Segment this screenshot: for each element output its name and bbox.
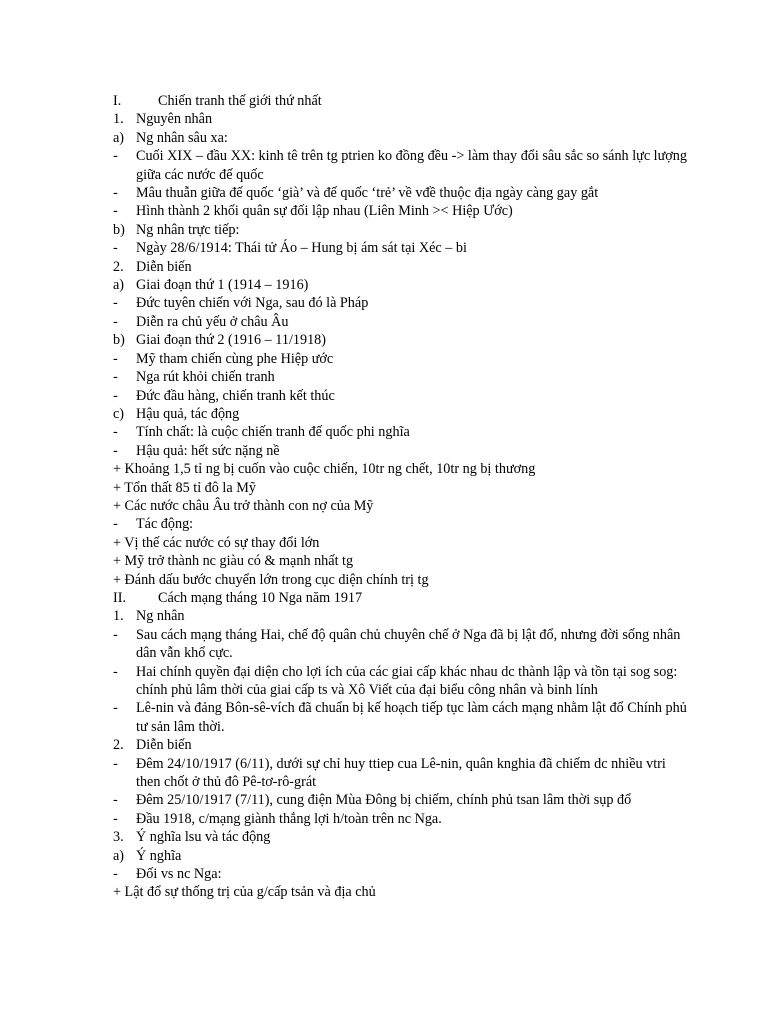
document-body bbox=[113, 92, 693, 902]
line-text: + Tổn thất 85 tỉ đô la Mỹ bbox=[113, 479, 256, 496]
list-marker: - bbox=[113, 626, 118, 643]
list-marker: a) bbox=[113, 277, 125, 294]
document-line bbox=[113, 755, 693, 792]
list-marker: 1. bbox=[113, 608, 124, 625]
document-line bbox=[113, 847, 693, 865]
line-text: Hậu quả, tác động bbox=[136, 405, 240, 422]
list-marker: b) bbox=[113, 332, 125, 349]
document-line bbox=[113, 331, 693, 349]
document-line bbox=[113, 184, 693, 202]
line-text: Ng nhân trực tiếp: bbox=[136, 221, 240, 238]
list-marker: - bbox=[113, 295, 118, 312]
line-text: Đêm 24/10/1917 (6/11), dưới sự chỉ huy ttiep cua Lê-nin, quân knghia đã chiếm dc nhiều vtri then chốt ở thủ đô Pê-tơ-rô-grát bbox=[136, 755, 666, 791]
list-marker: 2. bbox=[113, 258, 124, 275]
line-text: Mỹ tham chiến cùng phe Hiệp ước bbox=[136, 350, 334, 367]
line-text: Ngày 28/6/1914: Thái tử Áo – Hung bị ám sát tại Xéc – bi bbox=[136, 240, 467, 257]
line-text: Tác động: bbox=[136, 516, 194, 533]
list-marker: - bbox=[113, 387, 118, 404]
line-text: Đức đầu hàng, chiến tranh kết thúc bbox=[136, 387, 335, 404]
document-line bbox=[113, 442, 693, 460]
line-text: Đức tuyên chiến với Nga, sau đó là Pháp bbox=[136, 295, 369, 312]
document-line bbox=[113, 607, 693, 625]
document-line bbox=[113, 810, 693, 828]
document-line bbox=[113, 387, 693, 405]
list-marker: - bbox=[113, 369, 118, 386]
document-line bbox=[113, 368, 693, 386]
document-line bbox=[113, 552, 693, 570]
document-line bbox=[113, 294, 693, 312]
line-text: + Các nước châu Âu trở thành con nợ của Mỹ bbox=[113, 497, 374, 514]
document-line bbox=[113, 589, 693, 607]
document-line bbox=[113, 276, 693, 294]
line-text: Giai đoạn thứ 1 (1914 – 1916) bbox=[136, 277, 309, 294]
list-marker: - bbox=[113, 185, 118, 202]
list-marker: - bbox=[113, 148, 118, 165]
list-marker: a) bbox=[113, 129, 125, 146]
line-text: Ý nghĩa lsu và tác động bbox=[136, 829, 271, 846]
list-marker: - bbox=[113, 810, 118, 827]
document-line bbox=[113, 497, 693, 515]
line-text: Hậu quả: hết sức nặng nề bbox=[136, 442, 280, 459]
list-marker: - bbox=[113, 442, 118, 459]
list-marker: - bbox=[113, 663, 118, 680]
list-marker: c) bbox=[113, 405, 125, 422]
line-text: Đối vs nc Nga: bbox=[136, 866, 222, 883]
line-text: + Mỹ trở thành nc giàu có & mạnh nhất tg bbox=[113, 553, 354, 570]
list-marker: - bbox=[113, 424, 118, 441]
document-line bbox=[113, 350, 693, 368]
document-line bbox=[113, 626, 693, 663]
line-text: Đêm 25/10/1917 (7/11), cung điện Mùa Đông bị chiếm, chính phủ tsan lâm thời sụp đổ bbox=[136, 792, 632, 809]
list-marker: 1. bbox=[113, 111, 124, 128]
document-line bbox=[113, 663, 693, 700]
line-text: + Khoảng 1,5 tỉ ng bị cuốn vào cuộc chiến, 10tr ng chết, 10tr ng bị thương bbox=[113, 461, 536, 478]
document-line bbox=[113, 699, 693, 736]
document-line bbox=[113, 865, 693, 883]
line-text: Đầu 1918, c/mạng giành thắng lợi h/toàn trên nc Nga. bbox=[136, 810, 442, 827]
line-text: Diễn biến bbox=[136, 737, 192, 754]
document-line bbox=[113, 147, 693, 184]
line-text: Cuối XIX – đầu XX: kinh tê trên tg ptrien ko đồng đều -> làm thay đổi sâu sắc so sánh lực lượng giữa các nước đế quốc bbox=[136, 148, 687, 183]
document-line bbox=[113, 423, 693, 441]
document-line bbox=[113, 828, 693, 846]
line-text: Diễn biến bbox=[136, 258, 192, 275]
list-marker: - bbox=[113, 313, 118, 330]
document-line bbox=[113, 92, 693, 110]
document-line bbox=[113, 129, 693, 147]
line-text: Giai đoạn thứ 2 (1916 – 11/1918) bbox=[136, 332, 326, 349]
list-marker: - bbox=[113, 240, 118, 257]
document-line bbox=[113, 110, 693, 128]
line-text: Ng nhân sâu xa: bbox=[136, 129, 228, 146]
document-line bbox=[113, 313, 693, 331]
line-text: Hình thành 2 khối quân sự đối lập nhau (Liên Minh >< Hiệp Ước) bbox=[136, 203, 513, 220]
document-line bbox=[113, 791, 693, 809]
document-line bbox=[113, 515, 693, 533]
list-marker: II. bbox=[113, 589, 126, 606]
document-line bbox=[113, 571, 693, 589]
line-text: Mâu thuẫn giữa đế quốc ‘già’ và đế quốc ‘trẻ’ về vđề thuộc địa ngày càng gay gắt bbox=[136, 185, 599, 202]
document-line bbox=[113, 534, 693, 552]
list-marker: - bbox=[113, 866, 118, 883]
document-line bbox=[113, 202, 693, 220]
list-marker: - bbox=[113, 350, 118, 367]
line-text: + Vị thế các nước có sự thay đổi lớn bbox=[113, 534, 320, 551]
document-line bbox=[113, 736, 693, 754]
list-marker: 2. bbox=[113, 737, 124, 754]
list-marker: 3. bbox=[113, 829, 124, 846]
document-line bbox=[113, 405, 693, 423]
list-marker: b) bbox=[113, 221, 125, 238]
document-line bbox=[113, 221, 693, 239]
list-marker: - bbox=[113, 700, 118, 717]
document-line bbox=[113, 258, 693, 276]
list-marker: - bbox=[113, 203, 118, 220]
line-text: Lê-nin và đảng Bôn-sê-vích đã chuẩn bị kế hoạch tiếp tục làm cách mạng nhằm lật đổ Chính phủ tư sản lâm thời. bbox=[136, 700, 687, 735]
line-text: Tính chất: là cuộc chiến tranh đế quốc phi nghĩa bbox=[136, 424, 410, 441]
line-text: Diễn ra chủ yếu ở châu Âu bbox=[136, 313, 289, 330]
line-text: Sau cách mạng tháng Hai, chế độ quân chủ chuyên chế ở Nga đã bị lật đổ, nhưng đời sống nhân dân vẫn khổ cực. bbox=[136, 626, 681, 662]
line-text: Cách mạng tháng 10 Nga năm 1917 bbox=[158, 589, 363, 606]
line-text: Chiến tranh thế giới thứ nhất bbox=[158, 93, 322, 109]
line-text: Ng nhân bbox=[136, 608, 185, 625]
document-line bbox=[113, 460, 693, 478]
list-marker: a) bbox=[113, 847, 125, 864]
document-line bbox=[113, 883, 693, 901]
line-text: Ý nghĩa bbox=[136, 847, 182, 864]
line-text: Nguyên nhân bbox=[136, 111, 213, 128]
line-text: Hai chính quyền đại diện cho lợi ích của các giai cấp khác nhau dc thành lập và tồn tại sog sog: chính phủ lâm thời của giai cấp ts và Xô Viết của đại biểu công nhân và binh lính bbox=[136, 663, 678, 698]
line-text: Nga rút khỏi chiến tranh bbox=[136, 369, 275, 386]
list-marker: - bbox=[113, 792, 118, 809]
list-marker: - bbox=[113, 755, 118, 772]
document-line bbox=[113, 479, 693, 497]
list-marker: - bbox=[113, 516, 118, 533]
list-marker: I. bbox=[113, 93, 122, 109]
line-text: + Lật đổ sự thống trị của g/cấp tsản và địa chủ bbox=[113, 884, 376, 901]
line-text: + Đánh dấu bước chuyển lớn trong cục diện chính trị tg bbox=[113, 571, 429, 588]
document-line bbox=[113, 239, 693, 257]
